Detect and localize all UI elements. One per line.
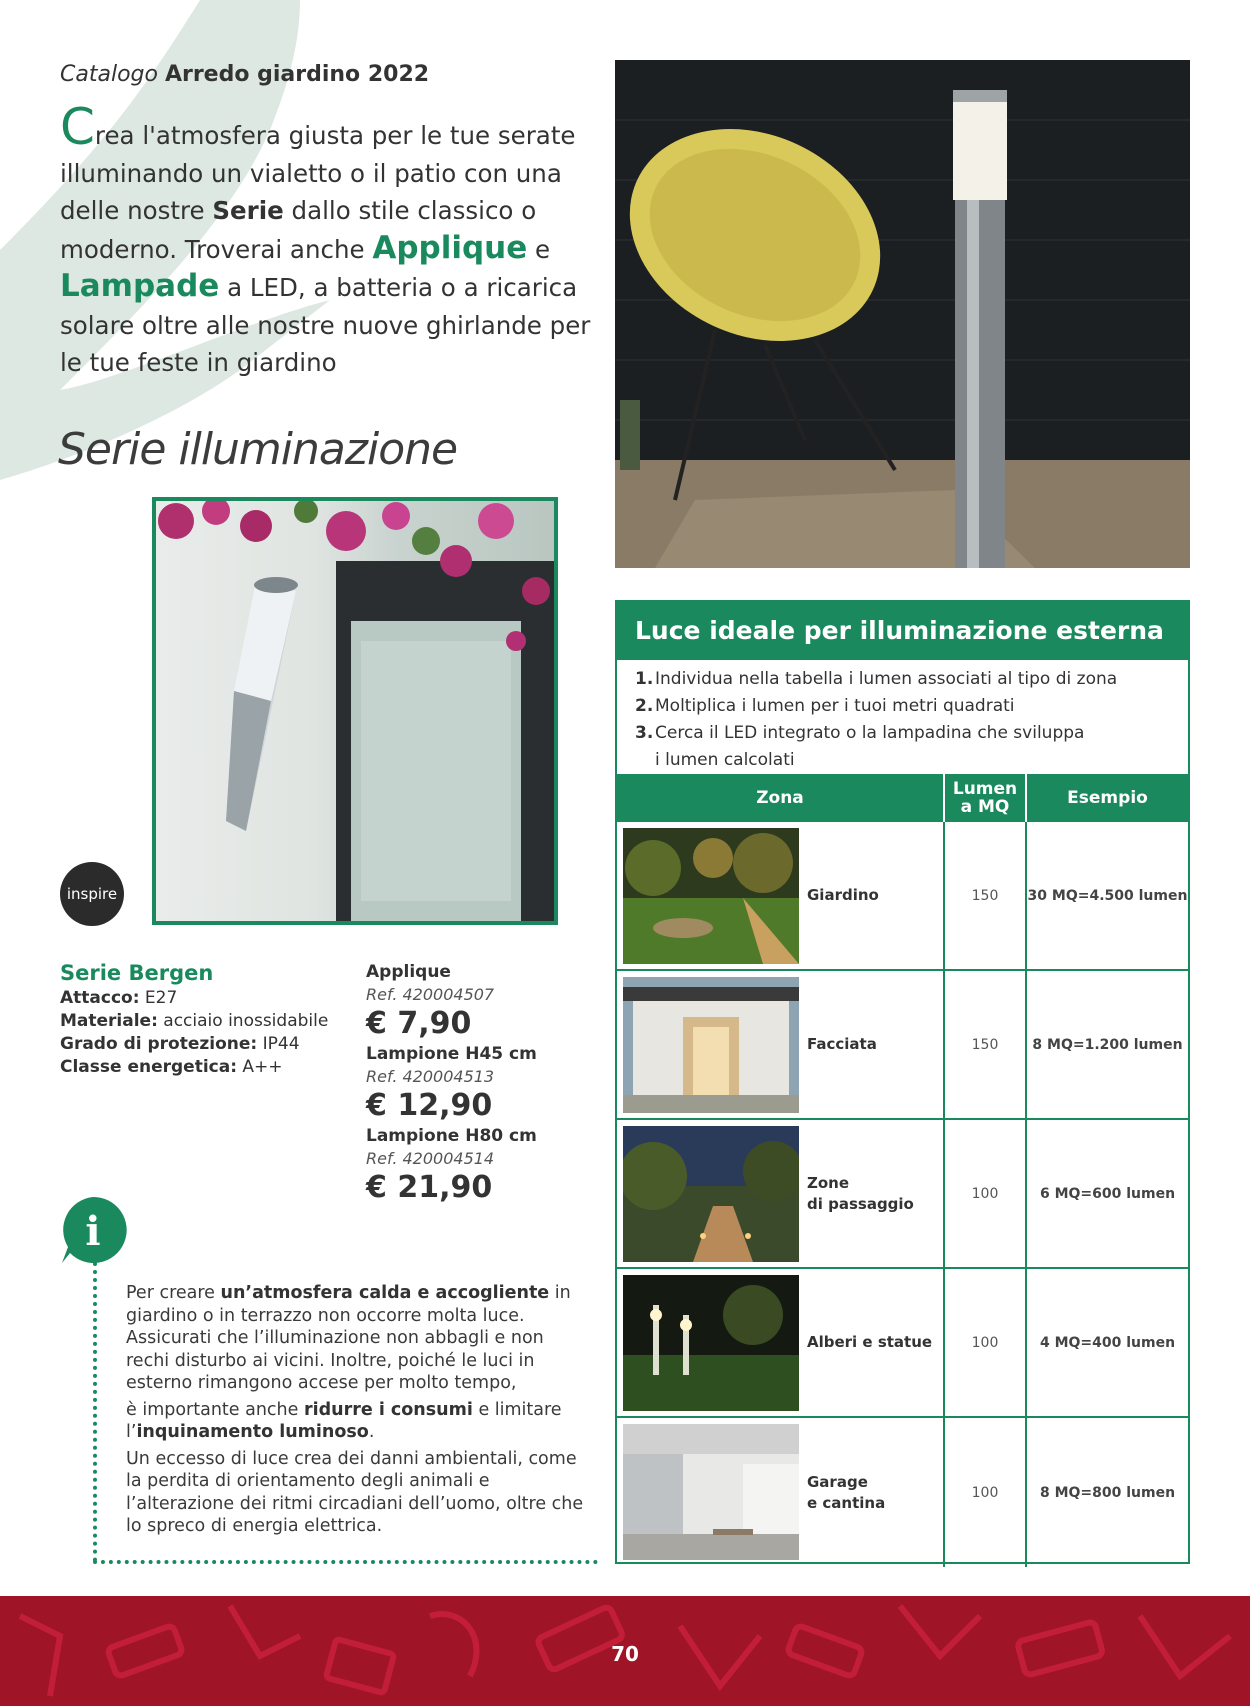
spec-label: Grado di protezione:: [60, 1034, 258, 1054]
zone-photo-cell: [617, 822, 799, 969]
zone-name-line1: Alberi e statue: [807, 1333, 933, 1351]
lux-table: [617, 774, 1188, 1567]
intro-bold-serie: Serie: [212, 196, 284, 225]
step-text: Cerca il LED integrato o la lampadina che sviluppa: [655, 723, 1085, 743]
header-lumen-line1: Lumen: [952, 779, 1018, 799]
lumen-value: 100: [943, 1269, 1027, 1416]
product-ref: Ref. 420004513: [366, 1067, 495, 1086]
lux-guide-box: [615, 600, 1190, 1564]
info-paragraph: [126, 1399, 586, 1444]
catalog-header: [60, 62, 429, 87]
bergen-specs: [60, 960, 360, 1079]
hero-photo-illustration: [615, 60, 1190, 568]
product-price: € 7,90: [366, 1006, 472, 1041]
lumen-value: 100: [943, 1120, 1027, 1267]
product-name: Lampione H80 cm: [366, 1126, 537, 1146]
lux-step: [635, 666, 1174, 693]
product-name: Lampione H45 cm: [366, 1044, 537, 1064]
page-number: 70: [611, 1642, 639, 1666]
section-title: Serie illuminazione: [58, 424, 458, 475]
product-name: Applique: [366, 962, 451, 982]
lux-step: [635, 720, 1174, 747]
spec-value: A++: [237, 1057, 283, 1077]
info-text-run: in giardino o in terrazzo non occorre molta luce. Assicurati che l’illuminazione non abbagli e non rechi disturbo ai vicini. Inoltre, poiché le luci in esterno rimangono accese per molto tempo,: [126, 1283, 571, 1393]
lux-step: [635, 693, 1174, 720]
table-row: [617, 1269, 1188, 1418]
zone-name-line1: Garage: [807, 1472, 868, 1491]
intro-lampade: Lampade: [60, 268, 220, 304]
info-text-bold: ridurre i consumi: [303, 1399, 473, 1420]
dropcap: C: [60, 98, 95, 156]
example-value: 6 MQ=600 lumen: [1039, 1185, 1176, 1202]
product-price: € 12,90: [366, 1088, 493, 1123]
info-dotted-border-horizontal: [93, 1560, 598, 1564]
zone-photo-passaggio: [623, 1126, 799, 1262]
info-text-bold: un’atmosfera calda e accogliente: [220, 1283, 550, 1303]
header-lumen: [943, 774, 1027, 822]
info-text-run: è importante anche: [126, 1399, 304, 1420]
zone-name-line1: Giardino: [807, 886, 879, 904]
info-paragraph: Un eccesso di luce crea dei danni ambientali, come la perdita di orientamento degli animali e l’alterazione dei ritmi circadiani dell’uomo, oltre che lo spreco di energia elettrica.: [126, 1448, 584, 1536]
info-dotted-border-vertical: [93, 1262, 97, 1562]
intro-text-1: rea l'atmosfera giusta per le tue serate illuminando un vialetto o il patio con una delle nostre: [60, 121, 576, 225]
lux-steps: [617, 660, 1188, 774]
lux-guide-title: Luce ideale per illuminazione esterna: [617, 602, 1188, 660]
inspire-brand-logo: inspire: [60, 862, 124, 926]
step-number: 1.: [635, 669, 654, 689]
zone-name: [799, 1269, 943, 1416]
step-text-continued: i lumen calcolati: [655, 750, 795, 770]
zone-name-line1: Zone: [807, 1173, 850, 1192]
catalog-prefix: Catalogo: [60, 62, 158, 87]
lumen-value: 100: [943, 1418, 1027, 1567]
product-ref: Ref. 420004514: [366, 1149, 495, 1168]
table-row: [617, 971, 1188, 1120]
header-lumen-line2: a MQ: [960, 797, 1010, 817]
header-zona: Zona: [756, 788, 804, 808]
zone-name: [799, 1418, 943, 1567]
info-text-run: .: [368, 1422, 375, 1442]
info-paragraph: [126, 1282, 586, 1395]
spec-row: [60, 1010, 360, 1033]
lux-table-header: [617, 774, 1188, 822]
spec-row: [60, 1056, 360, 1079]
table-row: [617, 1120, 1188, 1269]
step-number: 2.: [635, 696, 654, 716]
spec-row: [60, 1033, 360, 1056]
example-value: 8 MQ=800 lumen: [1039, 1484, 1176, 1501]
zone-photo-cell: [617, 1418, 799, 1567]
table-row: [617, 822, 1188, 971]
bergen-product-photo: [152, 497, 558, 925]
product-prices: [366, 960, 606, 1206]
zone-photo-giardino: [623, 828, 799, 964]
spec-value: IP44: [257, 1034, 300, 1054]
product-price: € 21,90: [366, 1170, 493, 1205]
zone-photo-garage: [623, 1424, 799, 1560]
zone-photo-cell: [617, 1120, 799, 1267]
spec-label: Materiale:: [60, 1011, 158, 1031]
zone-name: [799, 1120, 943, 1267]
spec-label: Attacco:: [60, 988, 140, 1008]
hero-photo-chair-lamp: [615, 60, 1190, 568]
info-icon: [58, 1195, 128, 1265]
catalog-title: Arredo giardino 2022: [164, 62, 430, 87]
zone-photo-cell: [617, 971, 799, 1118]
info-text-bold: inquinamento luminoso: [136, 1422, 369, 1442]
table-row: [617, 1418, 1188, 1567]
zone-name-line2: e cantina: [807, 1493, 886, 1512]
zone-name: [799, 822, 943, 969]
info-text: [126, 1282, 586, 1542]
zone-name-line1: Facciata: [807, 1035, 877, 1053]
spec-value: E27: [139, 988, 178, 1008]
example-value: 4 MQ=400 lumen: [1039, 1334, 1176, 1351]
spec-row: [60, 987, 360, 1010]
spec-label: Classe energetica:: [60, 1057, 238, 1077]
intro-text-3: e: [527, 234, 551, 264]
zone-name: [799, 971, 943, 1118]
header-esempio: Esempio: [1067, 788, 1148, 808]
intro-text-4: a LED, a batteria o a ricarica solare oltre alle nostre nuove ghirlande per le tue feste in giardino: [60, 273, 591, 377]
step-text: Individua nella tabella i lumen associati al tipo di zona: [655, 669, 1118, 689]
product-item: [366, 1042, 606, 1124]
svg-text:i: i: [85, 1208, 101, 1255]
intro-paragraph: [60, 98, 600, 382]
zone-photo-cell: [617, 1269, 799, 1416]
lumen-value: 150: [943, 822, 1027, 969]
zone-photo-facciata: [623, 977, 799, 1113]
step-text: Moltiplica i lumen per i tuoi metri quadrati: [655, 696, 1015, 716]
bergen-photo-illustration: [156, 501, 554, 921]
zone-name-line2: di passaggio: [807, 1194, 914, 1213]
zone-photo-alberi: [623, 1275, 799, 1411]
info-text-run: e limitare l’: [126, 1399, 562, 1442]
spec-value: acciaio inossidabile: [157, 1011, 329, 1031]
product-item: [366, 1124, 606, 1206]
intro-applique: Applique: [372, 229, 528, 266]
intro-text-2: dallo stile classico o moderno. Troverai anche: [60, 196, 537, 264]
example-value: 30 MQ=4.500 lumen: [1027, 887, 1188, 904]
product-ref: Ref. 420004507: [366, 985, 495, 1004]
lumen-value: 150: [943, 971, 1027, 1118]
product-item: [366, 960, 606, 1042]
step-number: 3.: [635, 723, 654, 743]
info-text-run: Per creare: [126, 1283, 221, 1303]
example-value: 8 MQ=1.200 lumen: [1032, 1036, 1183, 1053]
bergen-title: Serie Bergen: [60, 961, 214, 985]
